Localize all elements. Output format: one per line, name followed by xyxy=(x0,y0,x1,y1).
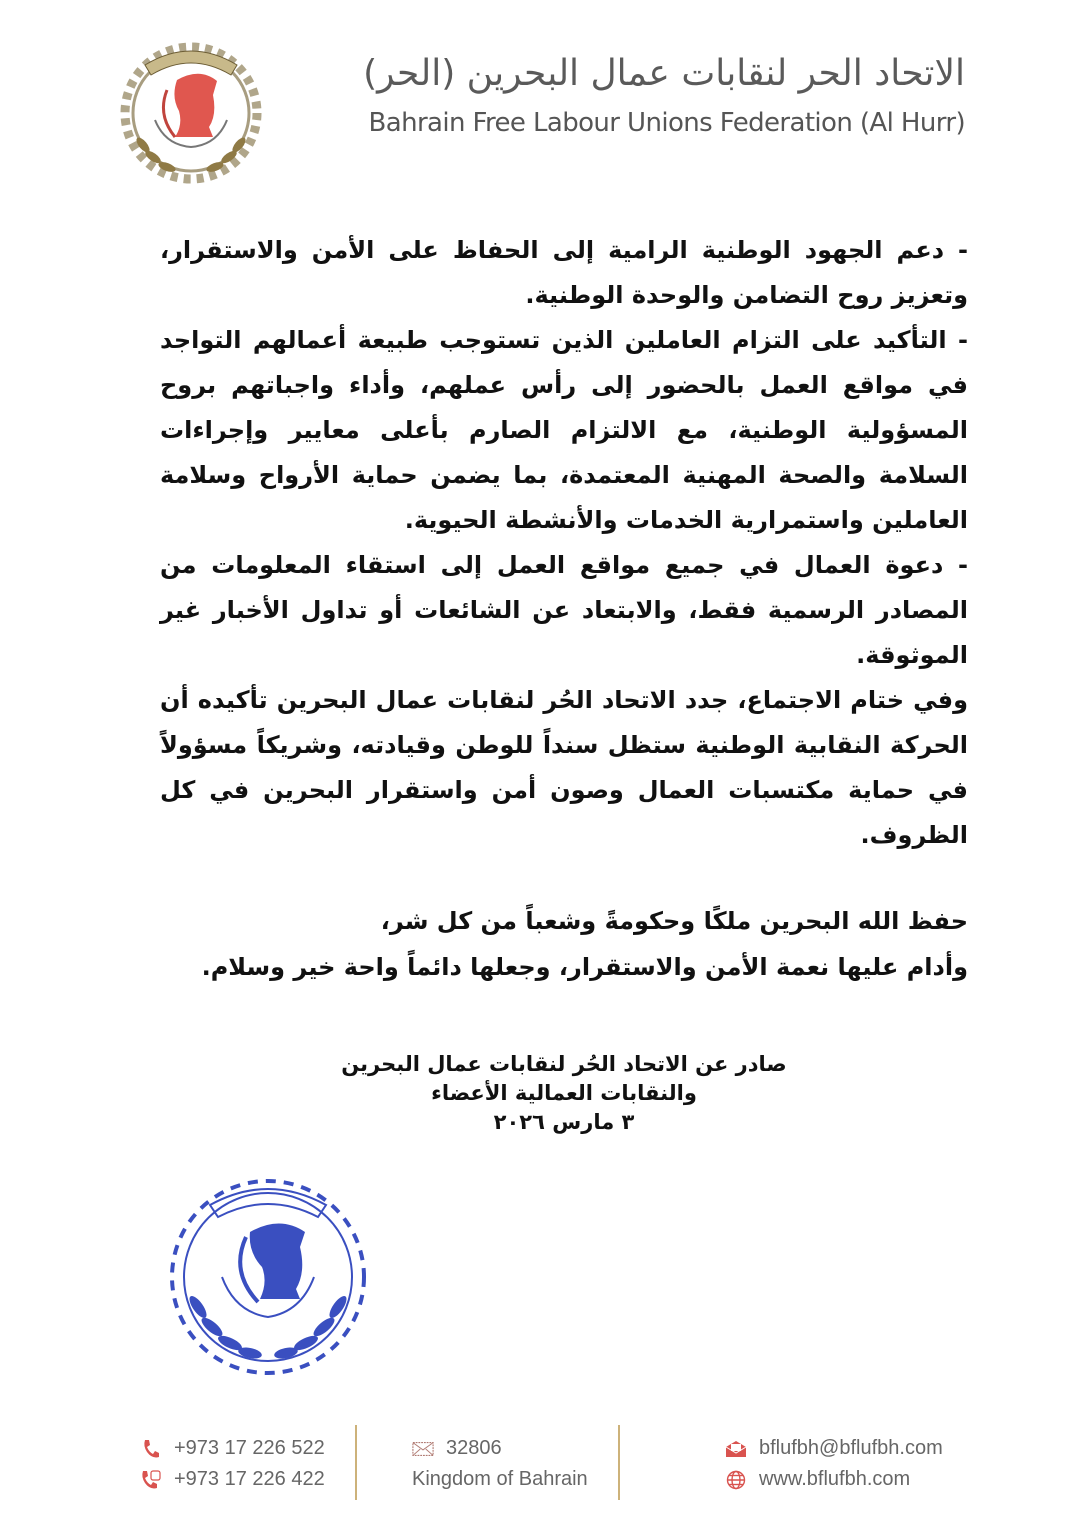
closing-prayer xyxy=(160,898,968,990)
closing-line: حفظ الله البحرين ملكًا وحكومةً وشعباً من كل شر، xyxy=(380,907,968,935)
email-icon xyxy=(725,1438,747,1460)
body-paragraph: - دعوة العمال في جميع مواقع العمل إلى استقاء المعلومات من المصادر الرسمية فقط، والابتعاد عن الشائعات أو تداول الأخبار غير الموثوقة. xyxy=(160,551,968,669)
org-name-english: Bahrain Free Labour Unions Federation (Al Hurr) xyxy=(368,108,965,138)
letter-main xyxy=(160,228,968,1382)
phone-line xyxy=(140,1433,325,1464)
fax-line xyxy=(140,1464,325,1495)
letterhead xyxy=(105,35,975,195)
footer-divider xyxy=(618,1425,620,1500)
email-address[interactable]: bflufbh@bflufbh.com xyxy=(759,1437,943,1459)
letter-body xyxy=(160,228,968,858)
phone-icon xyxy=(140,1438,162,1460)
po-box-line xyxy=(412,1433,588,1464)
country-line xyxy=(412,1464,588,1495)
official-stamp-icon xyxy=(160,1177,375,1382)
email-line xyxy=(725,1433,943,1464)
fax-number: +973 17 226 422 xyxy=(174,1468,325,1490)
footer-divider xyxy=(355,1425,357,1500)
letterhead-footer xyxy=(140,1425,960,1505)
country: Kingdom of Bahrain xyxy=(412,1468,588,1490)
issue-date: ٣ مارس ٢٠٢٦ xyxy=(493,1110,635,1134)
org-name-arabic: الاتحاد الحر لنقابات عمال البحرين (الحر) xyxy=(363,53,965,94)
issuer-line: والنقابات العمالية الأعضاء xyxy=(431,1081,697,1105)
website-line xyxy=(725,1464,943,1495)
body-paragraph: - التأكيد على التزام العاملين الذين تستوجب طبيعة أعمالهم التواجد في مواقع العمل بالحضور إلى رأس عملهم، وأداء واجباتهم بروح المسؤولية الوطنية، مع الالتزام الصارم بأعلى معايير وإجراءات السلامة والصحة المهنية المعتمدة، بما يضمن حماية الأرواح وسلامة العاملين واستمرارية الخدمات والأنشطة الحيوية. xyxy=(160,326,968,534)
issuer-line: صادر عن الاتحاد الحُر لنقابات عمال البحرين xyxy=(341,1052,787,1076)
online-contacts xyxy=(725,1433,943,1495)
postal-address xyxy=(412,1433,588,1495)
signature-block xyxy=(304,1050,824,1137)
phone-contacts xyxy=(140,1433,325,1495)
federation-logo-icon xyxy=(105,35,277,185)
po-box: 32806 xyxy=(446,1437,502,1459)
body-paragraph: - دعم الجهود الوطنية الرامية إلى الحفاظ على الأمن والاستقرار، وتعزيز روح التضامن والوحدة الوطنية. xyxy=(160,236,968,309)
phone-number[interactable]: +973 17 226 522 xyxy=(174,1437,325,1459)
fax-icon xyxy=(140,1469,162,1491)
website-link[interactable]: www.bflufbh.com xyxy=(759,1468,911,1490)
body-paragraph: وفي ختام الاجتماع، جدد الاتحاد الحُر لنقابات عمال البحرين تأكيده أن الحركة النقابية الوطنية ستظل سنداً للوطن وقيادته، وشريكاً مسؤولاً في حماية مكتسبات العمال وصون أمن واستقرار البحرين في كل الظروف. xyxy=(160,686,968,849)
closing-line: وأدام عليها نعمة الأمن والاستقرار، وجعلها دائماً واحة خير وسلام. xyxy=(201,953,968,981)
globe-icon xyxy=(725,1469,747,1491)
org-name-block xyxy=(290,49,965,141)
envelope-icon xyxy=(412,1438,434,1460)
